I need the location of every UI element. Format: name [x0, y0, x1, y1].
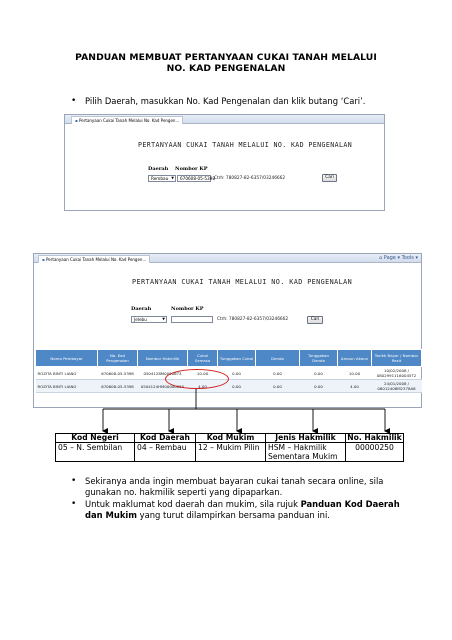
title-line-2: NO. KAD PENGENALAN: [166, 63, 286, 74]
column-header: Amaun Akaun: [338, 350, 372, 367]
instruction-1-text: Pilih Daerah, masukkan No. Kad Pengenalan dan klik butang ‘Cari’.: [85, 96, 366, 106]
bullet-icon: •: [71, 476, 77, 486]
daerah-label: Daerah: [131, 306, 152, 312]
guide-reference: Panduan Kod Daerah dan Mukim: [85, 499, 400, 520]
cell-amaun: 10.00: [338, 367, 372, 380]
kp-label: Nombor KP: [171, 306, 204, 312]
cell-cukai: 10.00: [188, 367, 218, 380]
cell-denda: 0.00: [256, 367, 300, 380]
format-hint: Ctrh: 780827-82-6357/03246662: [217, 317, 289, 322]
legend-kod-daerah: 04 – Rembau: [135, 443, 196, 462]
instruction-3: [71, 499, 401, 523]
kp-label: Nombor KP: [175, 166, 208, 172]
cell-kp: 670608-05-5398: [98, 367, 138, 380]
legend-header: No. Hakmilik: [347, 433, 402, 442]
column-header: Nama Pembayar: [36, 350, 98, 367]
column-header: Tunggakan Denda: [300, 350, 338, 367]
page-icon: ▪: [42, 257, 45, 262]
bullet-icon: •: [71, 499, 77, 509]
legend-header: Jenis Hakmilik: [266, 434, 346, 443]
legend-header-row: [56, 434, 404, 443]
column-header: Cukai Semasa: [188, 350, 218, 367]
legend-kod-mukim: 12 – Mukim Pilin: [196, 443, 266, 462]
format-hint: Ctrh: 780827-82-6357/03246662: [214, 176, 286, 181]
cell-nama: ROZITA BINTI LIANG: [36, 367, 98, 380]
instruction-3-text: Untuk maklumat kod daerah dan mukim, sila rujuk Panduan Kod Daerah dan Mukim yang turut dilampirkan bersama panduan ini.: [85, 499, 400, 520]
cell-tunggakan-denda: 0.00: [300, 380, 338, 393]
legend-header: Kod Negeri: [56, 434, 135, 443]
cari-button[interactable]: Cari: [307, 316, 323, 324]
instruction-2: [71, 476, 401, 500]
cell-cukai: 4.00: [188, 380, 218, 393]
legend-kod-negeri: 05 – N. Sembilan: [56, 443, 135, 462]
legend-header: Kod Mukim: [196, 434, 266, 443]
cell-amaun: 4.00: [338, 380, 372, 393]
page-icon: ▪: [75, 118, 78, 123]
cell-nama: ROZITA BINTI LIANG: [36, 380, 98, 393]
column-header: Nombor Hakmilik: [138, 350, 188, 367]
cell-tarikh: 10/02/2008 / 08029911160045T2: [372, 367, 422, 380]
column-header: Denda: [256, 350, 300, 367]
home-icon[interactable]: ⌂: [379, 255, 383, 261]
hakmilik-legend-table: [55, 433, 404, 462]
cari-button[interactable]: Cari: [322, 174, 337, 182]
chevron-down-icon: ▼: [162, 317, 165, 321]
browser-tab-label: Pertanyaan Cukai Tanah Melalui No. Kad Pengen...: [46, 257, 147, 262]
daerah-select[interactable]: Jelebu ▼: [131, 316, 167, 323]
cell-hakmilik: 0504124HM00000250: [138, 380, 188, 393]
cell-tunggakan-denda: 0.00: [300, 367, 338, 380]
instruction-2-text: Sekiranya anda ingin membuat bayaran cukai tanah secara online, sila gunakan no. hakmilik seperti yang dipaparkan.: [85, 476, 384, 497]
form-heading: PERTANYAAN CUKAI TANAH MELALUI NO. KAD PENGENALAN: [132, 278, 353, 286]
column-header: Tunggakan Cukai: [218, 350, 256, 367]
toolbar-label[interactable]: Page ▾ Tools ▾: [383, 255, 418, 261]
legend-jenis-hakmilik: HSM – Hakmilik Sementara Mukim: [266, 443, 346, 462]
column-header: Tarikh Bayar / Nombor Resit: [372, 350, 422, 367]
cell-tarikh: 24/01/2008 / 08012408M2378A8: [372, 380, 422, 393]
legend-no-hakmilik: 00000250: [346, 443, 404, 462]
daerah-select[interactable]: Rembau ▼: [148, 175, 176, 182]
bullet-icon: •: [71, 96, 77, 106]
form-heading: PERTANYAAN CUKAI TANAH MELALUI NO. KAD PENGENALAN: [138, 141, 353, 149]
cell-tunggakan: 0.00: [218, 367, 256, 380]
legend-row: [56, 443, 404, 462]
chevron-down-icon: ▼: [171, 176, 174, 180]
kp-input[interactable]: 670608-05-5398: [177, 175, 211, 182]
cell-kp: 670608-05-5398: [98, 380, 138, 393]
column-header: No. Kad Pengenalan: [98, 350, 138, 367]
cell-tunggakan: 0.00: [218, 380, 256, 393]
legend-header: Kod Daerah: [135, 434, 196, 443]
browser-tab-label: Pertanyaan Cukai Tanah Melalui No. Kad Pengen...: [79, 118, 180, 123]
title-line-1: PANDUAN MEMBUAT PERTANYAAN CUKAI TANAH MELALUI: [75, 52, 377, 63]
cell-denda: 0.00: [256, 380, 300, 393]
cell-hakmilik: 0504128M0000673: [138, 367, 188, 380]
daerah-label: Daerah: [148, 166, 169, 172]
